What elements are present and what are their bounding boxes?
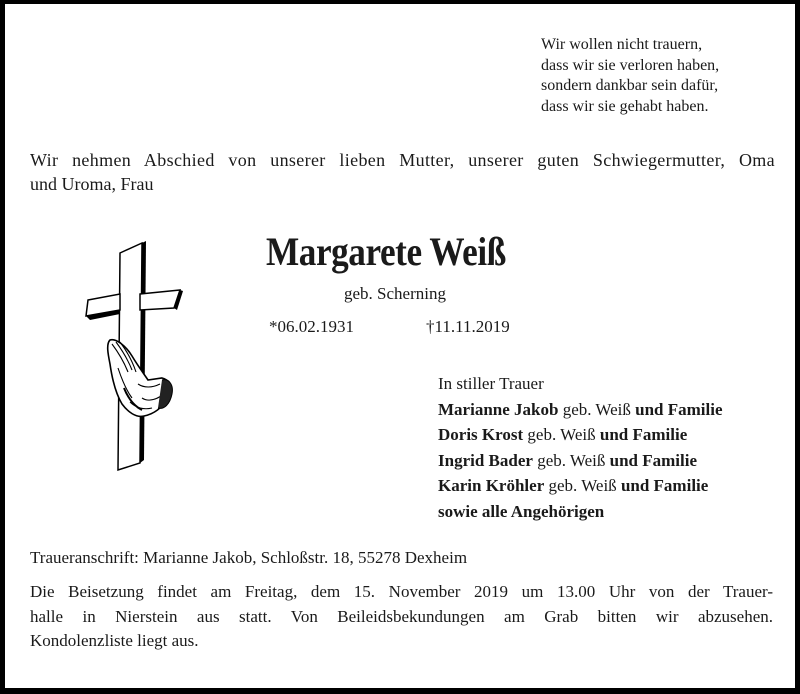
- burial-line-2: halle in Nierstein aus statt. Von Beileidsbekundungen am Grab bitten wir abzusehen.: [30, 606, 773, 626]
- burial-line-1: Die Beisetzung findet am Freitag, dem 15. November 2019 um 13.00 Uhr von der Trauer-: [30, 582, 773, 601]
- poem-line: dass wir sie gehabt haben.: [541, 97, 709, 115]
- poem-line: dass wir sie verloren haben,: [541, 56, 720, 74]
- birth-date: *06.02.1931: [269, 317, 354, 336]
- cross-with-praying-hands-icon: [82, 238, 192, 478]
- mourner-suffix: und Familie: [609, 450, 698, 470]
- mourner-suffix: und Familie: [599, 425, 688, 444]
- mourner-entry: [438, 397, 723, 423]
- poem-line: sondern dankbar sein dafür,: [541, 77, 719, 94]
- deceased-name: Margarete Weiß: [266, 229, 506, 274]
- intro-line-2: und Uroma, Frau: [30, 174, 154, 194]
- mourners-heading: In stiller Trauer: [438, 374, 544, 393]
- mourner-entry: [438, 422, 723, 448]
- mourner-name: Doris Krost: [438, 425, 524, 444]
- mourner-entry: [438, 448, 723, 474]
- intro-line-1: Wir nehmen Abschied von unserer lieben Mutter, unserer guten Schwiegermutter, Oma: [30, 150, 775, 170]
- intro-text: [30, 148, 775, 196]
- mourner-maiden: geb. Weiß: [523, 425, 600, 444]
- maiden-name: geb. Scherning: [344, 284, 446, 303]
- death-date: †11.11.2019: [426, 317, 510, 336]
- poem-line: Wir wollen nicht trauern,: [541, 36, 703, 53]
- mourner-maiden: geb. Weiß: [544, 476, 621, 495]
- mourner-suffix: und Familie: [635, 399, 723, 419]
- mourning-address: Traueranschrift: Marianne Jakob, Schloßstr. 18, 55278 Dexheim: [30, 548, 468, 567]
- mourners-list: [438, 371, 723, 524]
- mourners-closing: sowie alle Angehörigen: [438, 501, 605, 521]
- mourner-suffix: und Familie: [620, 476, 709, 495]
- mourner-maiden: geb. Weiß: [532, 450, 610, 470]
- mourner-name: Marianne Jakob: [438, 399, 559, 419]
- burial-line-3: Kondolenzliste liegt aus.: [30, 631, 199, 650]
- mourner-maiden: geb. Weiß: [558, 399, 636, 419]
- burial-notice: [30, 580, 773, 654]
- mourner-entry: [438, 473, 723, 499]
- poem: [541, 35, 719, 117]
- mourner-name: Ingrid Bader: [438, 450, 533, 470]
- mourner-name: Karin Kröhler: [438, 476, 545, 495]
